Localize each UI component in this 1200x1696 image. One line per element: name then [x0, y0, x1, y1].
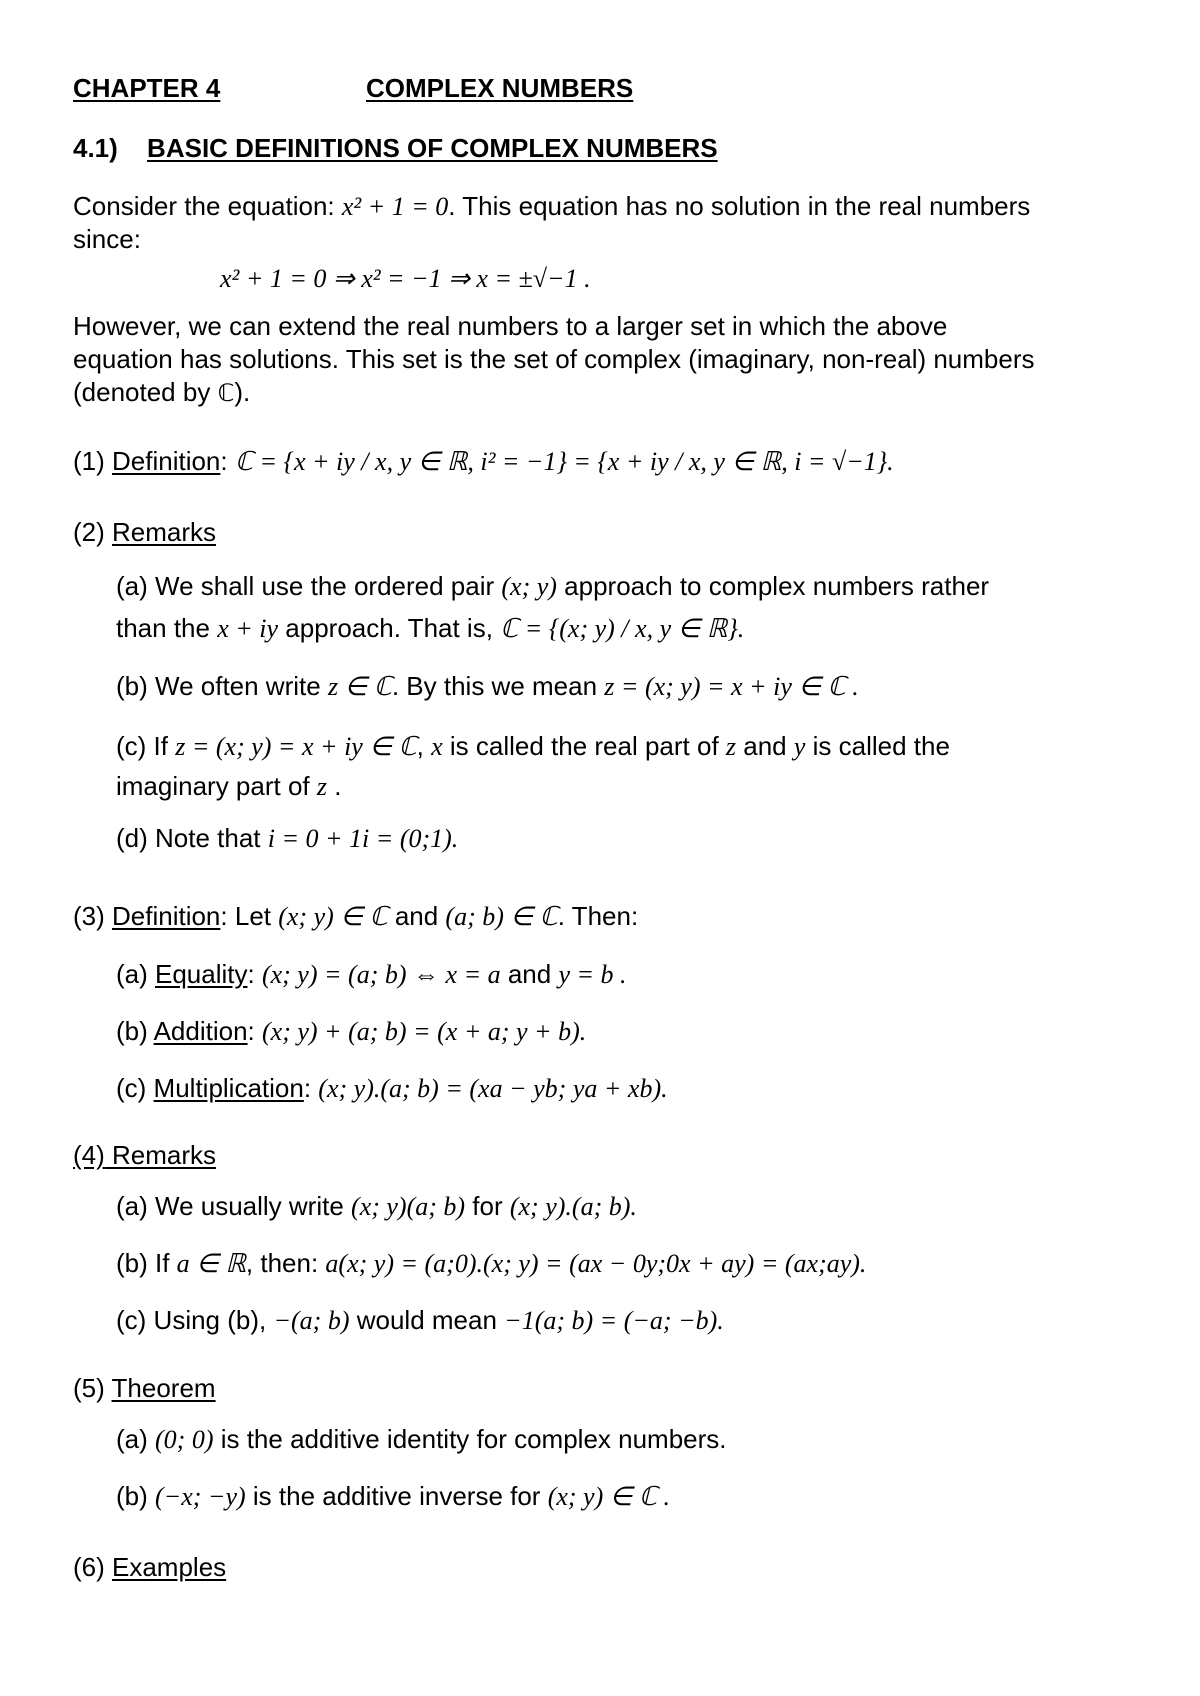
colon: :	[303, 1073, 319, 1103]
item-number: (3)	[73, 901, 112, 931]
multiplication-label: Multiplication	[153, 1073, 304, 1103]
remark-2b	[116, 672, 859, 702]
section-number: 4.1)	[73, 133, 118, 163]
math: a(x; y) = (a;0).(x; y) = (ax − 0y;0x + ay) = (ax;ay).	[325, 1249, 867, 1278]
math: −1(a; b) = (−a; −b).	[504, 1306, 724, 1335]
display-equation: x² + 1 = 0 ⇒ x² = −1 ⇒ x = ±√−1 .	[220, 264, 591, 293]
text: . Then:	[557, 901, 639, 931]
math: ℂ = {(x; y) / x, y ∈ ℝ}.	[500, 614, 745, 643]
chapter-title	[366, 74, 633, 104]
section-heading	[73, 134, 718, 164]
text: (c) If	[116, 731, 176, 761]
text: imaginary part of	[116, 771, 317, 801]
addition-label: Addition	[153, 1016, 248, 1046]
item-number: (1)	[73, 446, 112, 476]
definition-3a-equality	[116, 960, 627, 990]
colon: :	[247, 959, 262, 989]
paragraph-line-1: However, we can extend the real numbers to a larger set in which the above	[73, 311, 948, 341]
text: (b) We often write	[116, 671, 328, 701]
text: (a) We usually write	[116, 1191, 352, 1221]
text: is called the	[805, 731, 950, 761]
remark-2a-line-1	[116, 572, 989, 602]
item-number: (4)	[73, 1140, 105, 1170]
text: (a) We shall use the ordered pair	[116, 571, 502, 601]
remark-2a-line-2	[116, 614, 744, 644]
complex-symbol: ℂ	[217, 379, 235, 407]
remark-2c-line-2	[116, 772, 341, 802]
math: x + iy	[217, 614, 279, 643]
examples-6-heading	[73, 1553, 226, 1583]
remark-2c-line-1	[116, 732, 950, 762]
theorem-5a	[116, 1425, 727, 1455]
item-number: (2)	[73, 517, 112, 547]
text: (c) Using (b),	[116, 1305, 274, 1335]
intro-equation: x² + 1 = 0	[341, 192, 449, 221]
text: (a)	[116, 959, 155, 989]
text: would mean	[349, 1305, 505, 1335]
paragraph-text-end: ).	[234, 377, 251, 407]
colon: :	[220, 446, 235, 476]
text: and	[736, 731, 794, 761]
text: is called the real part of	[442, 731, 726, 761]
text: approach to complex numbers rather	[556, 571, 990, 601]
definition-label: Definition	[112, 901, 221, 931]
text: (b)	[116, 1481, 155, 1511]
text: . By this we mean	[391, 671, 605, 701]
remark-2d	[116, 824, 458, 854]
remark-4b	[116, 1249, 866, 1279]
text: (a)	[116, 1424, 155, 1454]
paragraph-line-3	[73, 378, 250, 408]
math: z = (x; y) = x + iy ∈ ℂ .	[604, 672, 859, 701]
math: (−x; −y)	[155, 1482, 246, 1511]
text: : Let	[220, 901, 279, 931]
math: y = b .	[558, 960, 627, 989]
theorem-label: Theorem	[111, 1373, 216, 1403]
definition-3b-addition	[116, 1017, 586, 1047]
chapter-label: CHAPTER 4	[73, 73, 221, 103]
math: y	[793, 732, 806, 761]
theorem-5b	[116, 1482, 670, 1512]
equality-label: Equality	[155, 959, 248, 989]
math: z	[316, 772, 327, 801]
text: is the additive inverse for	[245, 1481, 548, 1511]
text: (c)	[116, 1073, 154, 1103]
math: (x; y)	[501, 572, 557, 601]
theorem-5-heading	[73, 1374, 216, 1404]
math: (x; y) + (a; b) = (x + a; y + b).	[262, 1017, 587, 1046]
definition-1	[73, 447, 894, 477]
chapter-heading	[73, 74, 220, 104]
definition-3	[73, 902, 638, 932]
math: (0; 0)	[155, 1425, 214, 1454]
definition-formula: ℂ = {x + iy / x, y ∈ ℝ, i² = −1} = {x + iy / x, y ∈ ℝ, i = √−1}.	[234, 447, 894, 476]
text: for	[465, 1191, 510, 1221]
intro-text: Consider the equation:	[73, 191, 342, 221]
remark-4a	[116, 1192, 637, 1222]
math: (a; b) ∈ ℂ	[445, 902, 558, 931]
text: and	[387, 901, 446, 931]
math: z ∈ ℂ	[327, 672, 392, 701]
text: (b) If	[116, 1248, 177, 1278]
item-number: (6)	[73, 1552, 112, 1582]
paragraph-text: (denoted by	[73, 377, 218, 407]
remark-4c	[116, 1306, 724, 1336]
math: −(a; b)	[273, 1306, 350, 1335]
paragraph-line-2: equation has solutions. This set is the set of complex (imaginary, non-real) numbers	[73, 344, 1035, 374]
text: and	[500, 959, 559, 989]
intro-text-end: . This equation has no solution in the real numbers	[448, 191, 1031, 221]
math: z	[725, 732, 737, 761]
remarks-2-heading	[73, 518, 216, 548]
text: (d) Note that	[116, 823, 268, 853]
intro-line-1	[73, 192, 1030, 222]
math: z = (x; y) = x + iy ∈ ℂ	[175, 732, 417, 761]
item-number: (5)	[73, 1373, 112, 1403]
remarks-label: Remarks	[104, 1140, 217, 1170]
math: a ∈ ℝ	[176, 1249, 246, 1278]
math: (x; y) ∈ ℂ .	[547, 1482, 671, 1511]
math: i = 0 + 1i = (0;1).	[267, 824, 459, 853]
math: (x; y).(a; b) = (xa − yb; ya + xb).	[318, 1074, 668, 1103]
math: (x; y).(a; b).	[509, 1192, 637, 1221]
text: (b)	[116, 1016, 154, 1046]
math: (x; y) = (a; b) ⇔ x = a	[261, 960, 501, 989]
math: (x; y)(a; b)	[351, 1192, 466, 1221]
text: than the	[116, 613, 218, 643]
math: x	[431, 732, 443, 761]
definition-label: Definition	[112, 446, 221, 476]
definition-3c-multiplication	[116, 1074, 668, 1104]
math: (x; y) ∈ ℂ	[278, 902, 388, 931]
text: .	[327, 771, 342, 801]
remarks-4-heading	[73, 1141, 216, 1171]
text: , then:	[245, 1248, 326, 1278]
section-title: BASIC DEFINITIONS OF COMPLEX NUMBERS	[147, 133, 718, 163]
examples-label: Examples	[112, 1552, 227, 1582]
intro-line-2: since:	[73, 224, 141, 254]
chapter-title-text: COMPLEX NUMBERS	[366, 73, 634, 103]
colon: :	[247, 1016, 262, 1046]
text: ,	[416, 731, 432, 761]
text: approach. That is,	[278, 613, 501, 643]
remarks-label: Remarks	[112, 517, 217, 547]
text: is the additive identity for complex numbers.	[213, 1424, 727, 1454]
